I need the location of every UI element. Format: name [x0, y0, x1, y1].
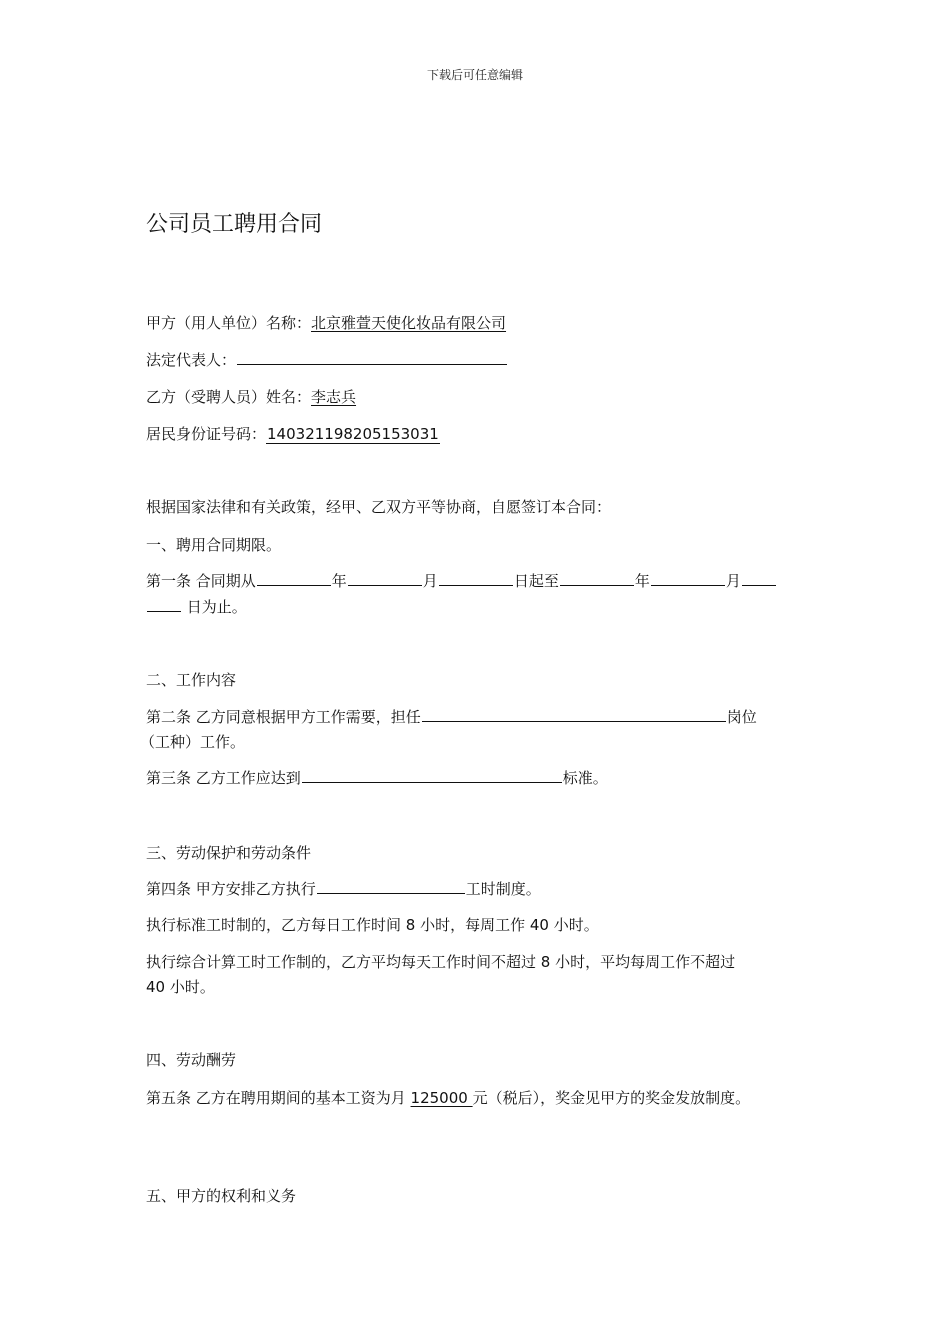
preamble: 根据国家法律和有关政策，经甲、乙双方平等协商，自愿签订本合同：	[146, 498, 612, 516]
article-3-suffix: 标准。	[562, 769, 608, 787]
id-number: 140321198205153031	[267, 425, 439, 443]
section-1-heading: 一、聘用合同期限。	[146, 536, 282, 554]
end-day-blank-a	[742, 570, 776, 586]
article-5-suffix: 元（税后），奖金见甲方的奖金发放制度。	[472, 1089, 751, 1107]
id-line	[146, 423, 440, 444]
start-year-blank	[257, 570, 331, 586]
end-month-blank	[651, 570, 725, 586]
section-2-heading: 二、工作内容	[146, 671, 237, 689]
page-title: 公司员工聘用合同	[146, 212, 323, 237]
party-b-label: 乙方（受聘人员）姓名：	[146, 388, 312, 406]
month-label: 月	[422, 572, 438, 590]
article-4-line	[146, 878, 541, 899]
party-a-label: 甲方（用人单位）名称：	[146, 314, 312, 332]
hours-system-blank	[317, 878, 465, 894]
start-month-blank	[348, 570, 422, 586]
comprehensive-hours-line-1: 执行综合计算工时工作制的，乙方平均每天工作时间不超过 8 小时，平均每周工作不超过	[146, 953, 736, 971]
day-end-label: 日为止。	[186, 598, 247, 616]
article-3-line	[146, 767, 608, 788]
article-2-line-1	[146, 706, 757, 727]
end-year-label: 年	[634, 572, 650, 590]
section-4-heading: 四、劳动酬劳	[146, 1051, 237, 1069]
section-5-heading: 五、甲方的权利和义务	[146, 1187, 297, 1205]
article-2-suffix: 岗位	[726, 708, 757, 726]
end-month-label: 月	[725, 572, 741, 590]
legal-rep-blank	[237, 349, 507, 365]
party-b-line	[146, 386, 356, 407]
article-2-line-2: （工种）工作。	[140, 733, 246, 751]
start-day-blank	[439, 570, 513, 586]
position-blank	[422, 706, 726, 722]
article-2-prefix: 第二条 乙方同意根据甲方工作需要，担任	[146, 708, 421, 726]
article-5-line	[146, 1087, 750, 1108]
article-4-prefix: 第四条 甲方安排乙方执行	[146, 880, 316, 898]
year-label: 年	[331, 572, 347, 590]
article-1-line-1	[146, 570, 777, 591]
legal-rep-label: 法定代表人：	[146, 351, 237, 369]
end-year-blank	[560, 570, 634, 586]
party-b-name: 李志兵	[311, 388, 357, 406]
end-day-blank-b	[147, 596, 181, 612]
section-3-heading: 三、劳动保护和劳动条件	[146, 844, 312, 862]
article-3-prefix: 第三条 乙方工作应达到	[146, 769, 301, 787]
salary-value: 125000	[410, 1089, 473, 1107]
legal-rep-line	[146, 349, 508, 370]
party-a-name: 北京雅萱天使化妆品有限公司	[311, 314, 507, 332]
header-note: 下载后可任意编辑	[426, 68, 523, 82]
article-1-line-2	[146, 596, 247, 617]
article-1-prefix: 第一条 合同期从	[146, 572, 256, 590]
party-a-line	[146, 312, 506, 333]
article-5-prefix: 第五条 乙方在聘用期间的基本工资为月	[146, 1089, 411, 1107]
article-4-suffix: 工时制度。	[465, 880, 541, 898]
comprehensive-hours-line-2: 40 小时。	[146, 978, 215, 996]
day-from-label: 日起至	[513, 572, 559, 590]
standard-blank	[302, 767, 562, 783]
id-label: 居民身份证号码：	[146, 425, 267, 443]
standard-hours-text: 执行标准工时制的，乙方每日工作时间 8 小时，每周工作 40 小时。	[146, 916, 599, 934]
